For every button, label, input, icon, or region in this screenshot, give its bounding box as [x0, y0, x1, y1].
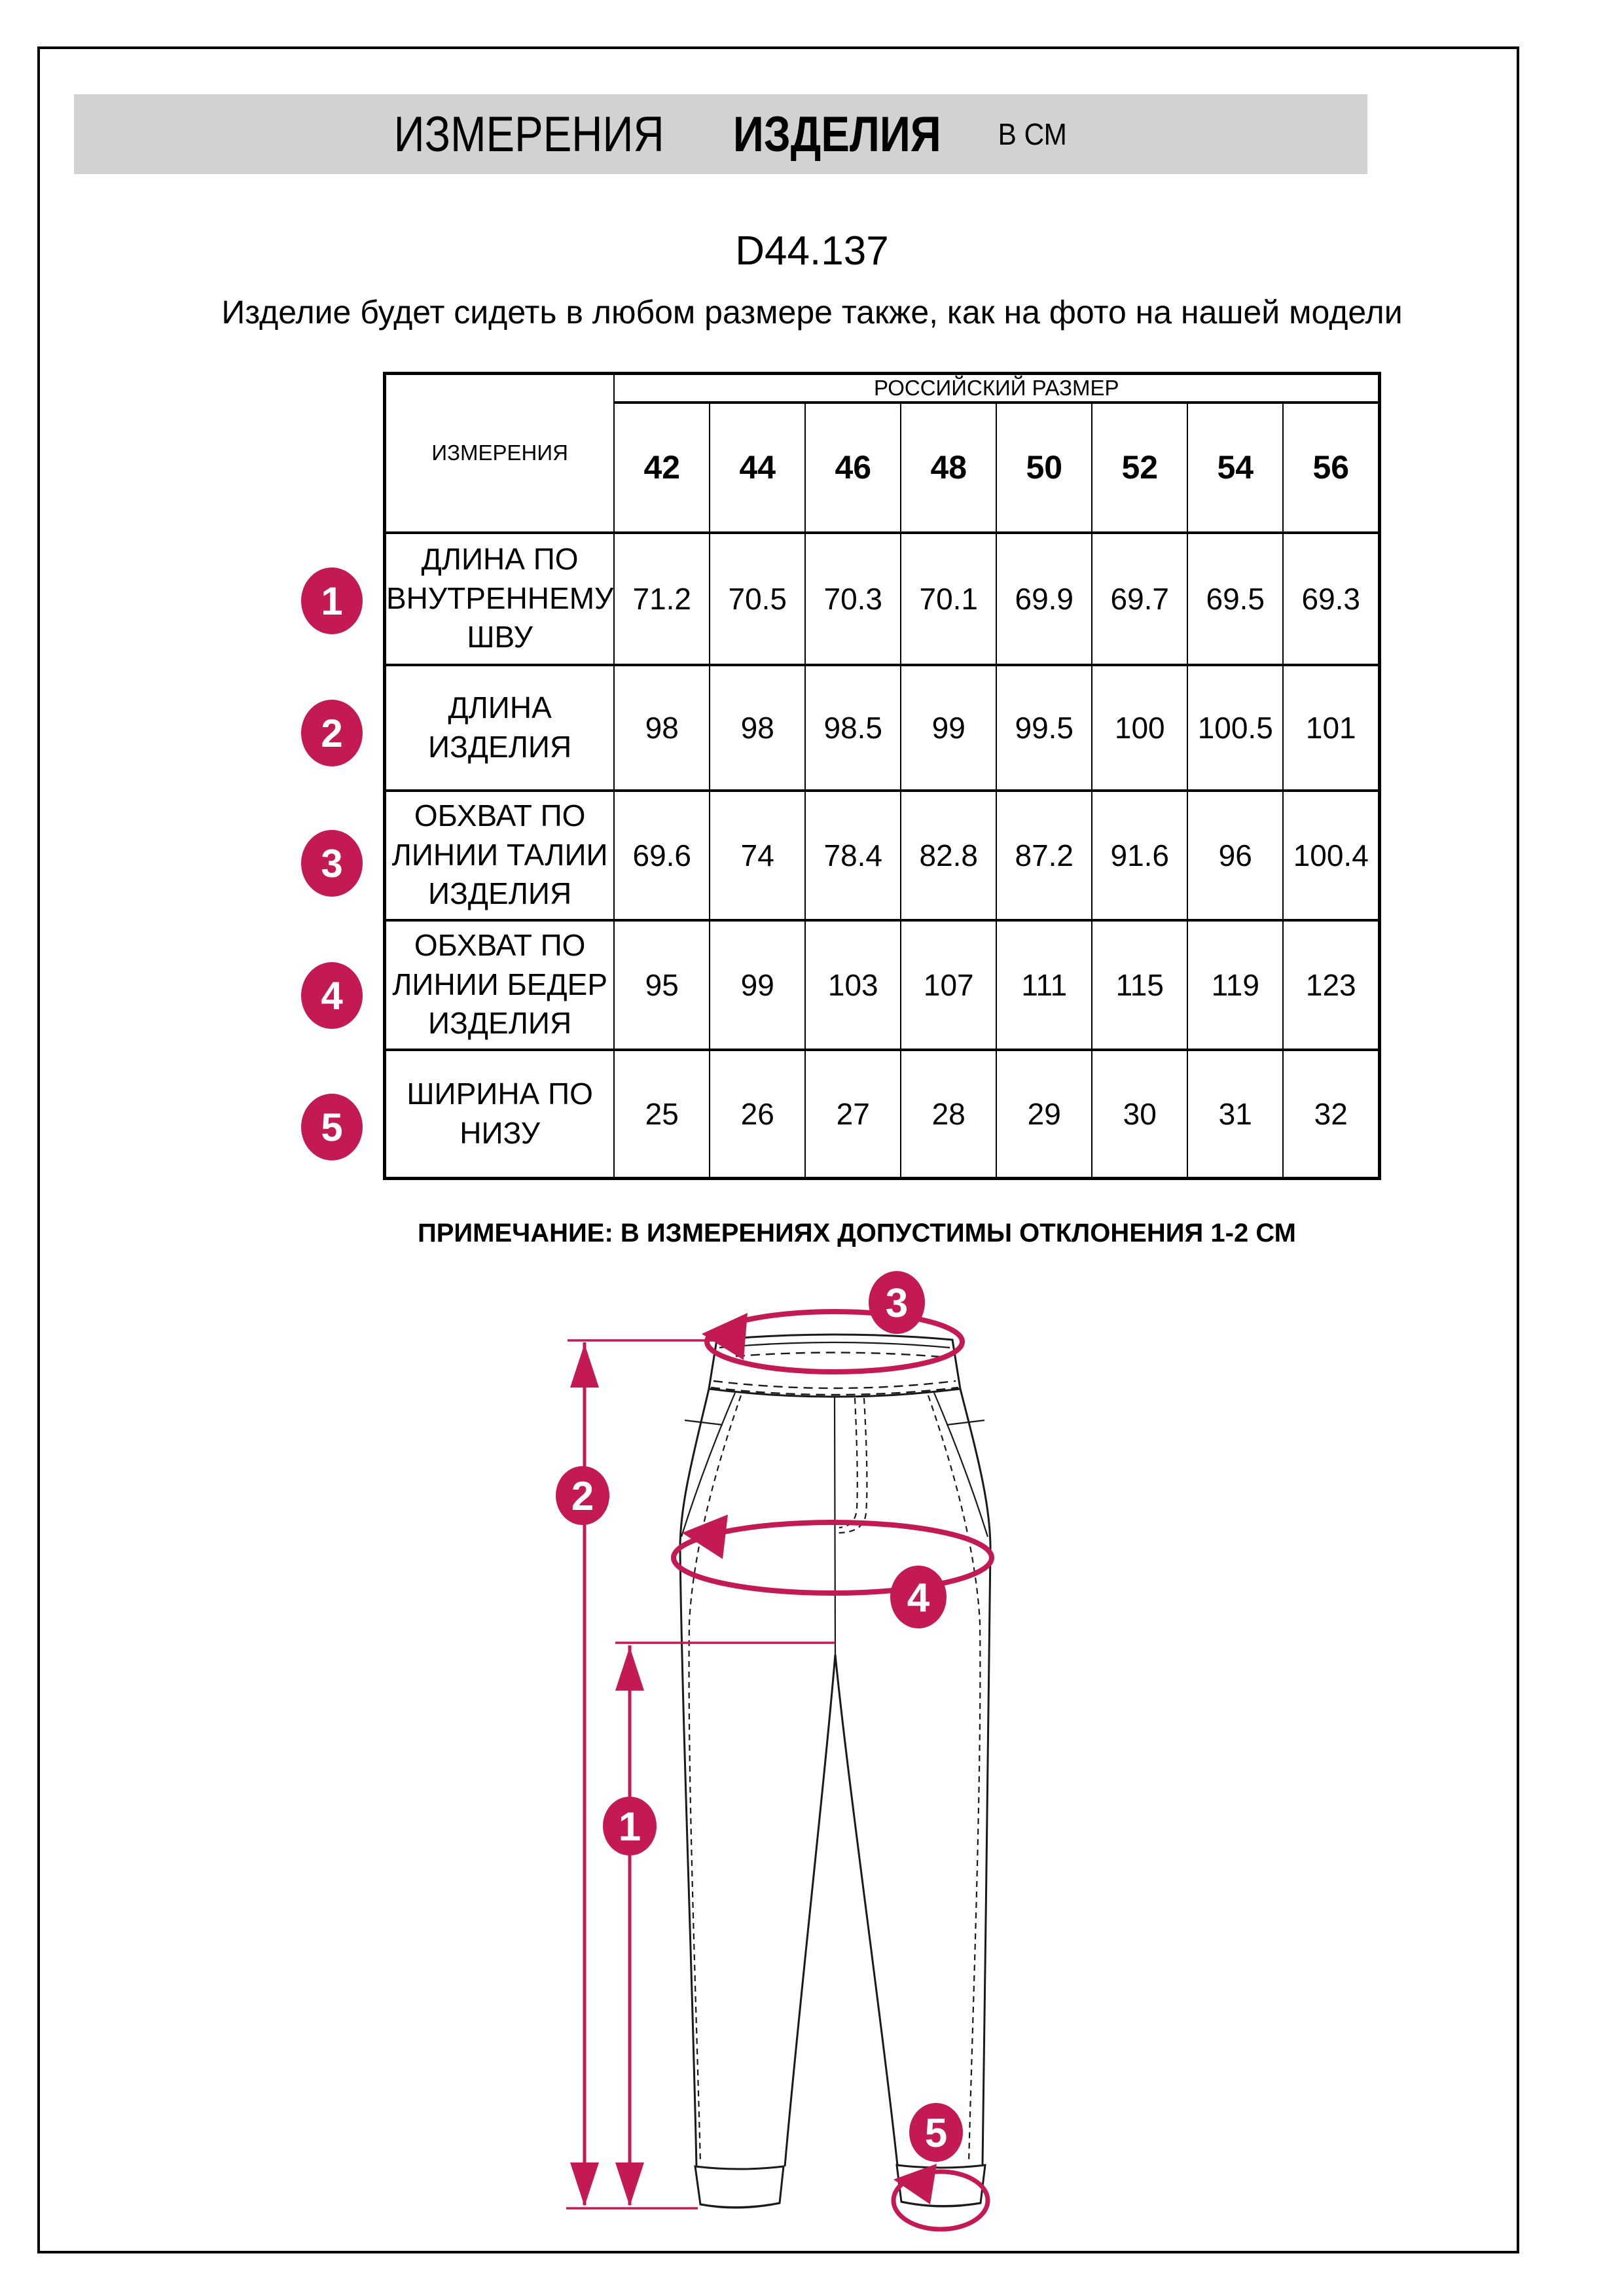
pants-technical-drawing — [537, 1257, 1080, 2238]
measurement-label: ДЛИНА ПО ВНУТРЕННЕМУ ШВУ — [385, 533, 615, 665]
arrowhead-icon — [570, 1344, 599, 1388]
measurement-value: 70.1 — [901, 533, 996, 665]
row-number-badge: 5 — [301, 1094, 363, 1160]
size-table — [383, 372, 1381, 1180]
measurement-value: 123 — [1283, 920, 1380, 1050]
measurement-value: 69.3 — [1283, 533, 1380, 665]
measurement-value: 99.5 — [996, 665, 1092, 791]
table-row — [385, 920, 1380, 1050]
svg-text:5: 5 — [924, 2111, 948, 2156]
title-banner — [74, 94, 1367, 174]
size-header: 54 — [1187, 403, 1283, 533]
measurement-value: 25 — [614, 1050, 710, 1179]
table-row — [385, 791, 1380, 920]
title-units: В СМ — [998, 117, 1067, 151]
measurement-value: 98.5 — [805, 665, 901, 791]
measurement-value: 74 — [710, 791, 805, 920]
table-row — [385, 1050, 1380, 1179]
svg-text:1: 1 — [618, 1804, 641, 1850]
measurement-value: 30 — [1092, 1050, 1187, 1179]
product-code: D44.137 — [735, 228, 889, 274]
measurement-value: 95 — [614, 920, 710, 1050]
measurement-value: 99 — [901, 665, 996, 791]
size-header: 56 — [1283, 403, 1380, 533]
measurement-value: 70.5 — [710, 533, 805, 665]
measurement-value: 91.6 — [1092, 791, 1187, 920]
measurement-value: 98 — [614, 665, 710, 791]
measurement-value: 99 — [710, 920, 805, 1050]
fly-stitch — [839, 1398, 857, 1528]
arrowhead-icon — [702, 1313, 748, 1360]
measurement-label: ОБХВАТ ПО ЛИНИИ ТАЛИИ ИЗДЕЛИЯ — [385, 791, 615, 920]
measurement-value: 28 — [901, 1050, 996, 1179]
title-product: ИЗДЕЛИЯ — [732, 106, 941, 162]
measurement-value: 103 — [805, 920, 901, 1050]
measurement-value: 27 — [805, 1050, 901, 1179]
hip-girth-annotation — [674, 1515, 992, 1628]
measurement-value: 115 — [1092, 920, 1187, 1050]
table-group-header-row — [385, 374, 1380, 403]
row-number-badge: 2 — [301, 700, 363, 766]
size-header: 42 — [614, 403, 710, 533]
fit-subtitle: Изделие будет сидеть в любом размере также, как на фото на нашей модели — [221, 294, 1403, 331]
group-header: РОССИЙСКИЙ РАЗМЕР — [614, 374, 1380, 403]
table-row — [385, 533, 1380, 665]
waist-girth-annotation — [702, 1271, 962, 1372]
measurement-value: 69.9 — [996, 533, 1092, 665]
pants-body — [680, 1389, 990, 2166]
measurement-value: 107 — [901, 920, 996, 1050]
row-number-badge: 4 — [301, 962, 363, 1029]
measurement-value: 71.2 — [614, 533, 710, 665]
row-number-badge: 1 — [301, 567, 363, 634]
svg-text:3: 3 — [885, 1281, 909, 1326]
svg-text:4: 4 — [907, 1575, 930, 1621]
measurement-label: ШИРИНА ПО НИЗУ — [385, 1050, 615, 1179]
measurement-value: 78.4 — [805, 791, 901, 920]
inseam-length-annotation — [603, 1643, 835, 2206]
tolerance-note: ПРИМЕЧАНИЕ: В ИЗМЕРЕНИЯХ ДОПУСТИМЫ ОТКЛОНЕНИЯ 1-2 СМ — [418, 1219, 1296, 1247]
table-row — [385, 665, 1380, 791]
svg-text:2: 2 — [571, 1474, 594, 1519]
corner-label: ИЗМЕРЕНИЯ — [385, 374, 615, 533]
measurement-value: 70.3 — [805, 533, 901, 665]
measurement-label: ДЛИНА ИЗДЕЛИЯ — [385, 665, 615, 791]
arrowhead-icon — [615, 1647, 644, 1691]
measurement-value: 69.6 — [614, 791, 710, 920]
measurement-value: 100 — [1092, 665, 1187, 791]
size-header: 48 — [901, 403, 996, 533]
measurement-value: 100.4 — [1283, 791, 1380, 920]
measurement-value: 32 — [1283, 1050, 1380, 1179]
measurement-value: 82.8 — [901, 791, 996, 920]
measurement-value: 31 — [1187, 1050, 1283, 1179]
measurement-value: 96 — [1187, 791, 1283, 920]
measurement-value: 26 — [710, 1050, 805, 1179]
arrowhead-icon — [570, 2162, 599, 2206]
row-number-badge: 3 — [301, 830, 363, 897]
measurement-value: 101 — [1283, 665, 1380, 791]
measurement-value: 111 — [996, 920, 1092, 1050]
measurement-value: 119 — [1187, 920, 1283, 1050]
measurement-value: 69.7 — [1092, 533, 1187, 665]
measurement-value: 87.2 — [996, 791, 1092, 920]
size-header: 52 — [1092, 403, 1187, 533]
measurement-value: 69.5 — [1187, 533, 1283, 665]
size-header: 46 — [805, 403, 901, 533]
size-header: 44 — [710, 403, 805, 533]
size-header: 50 — [996, 403, 1092, 533]
measurement-label: ОБХВАТ ПО ЛИНИИ БЕДЕР ИЗДЕЛИЯ — [385, 920, 615, 1050]
measurement-value: 98 — [710, 665, 805, 791]
arrowhead-icon — [615, 2162, 644, 2206]
measurement-value: 29 — [996, 1050, 1092, 1179]
measurement-value: 100.5 — [1187, 665, 1283, 791]
title-measurements: ИЗМЕРЕНИЯ — [393, 106, 664, 162]
